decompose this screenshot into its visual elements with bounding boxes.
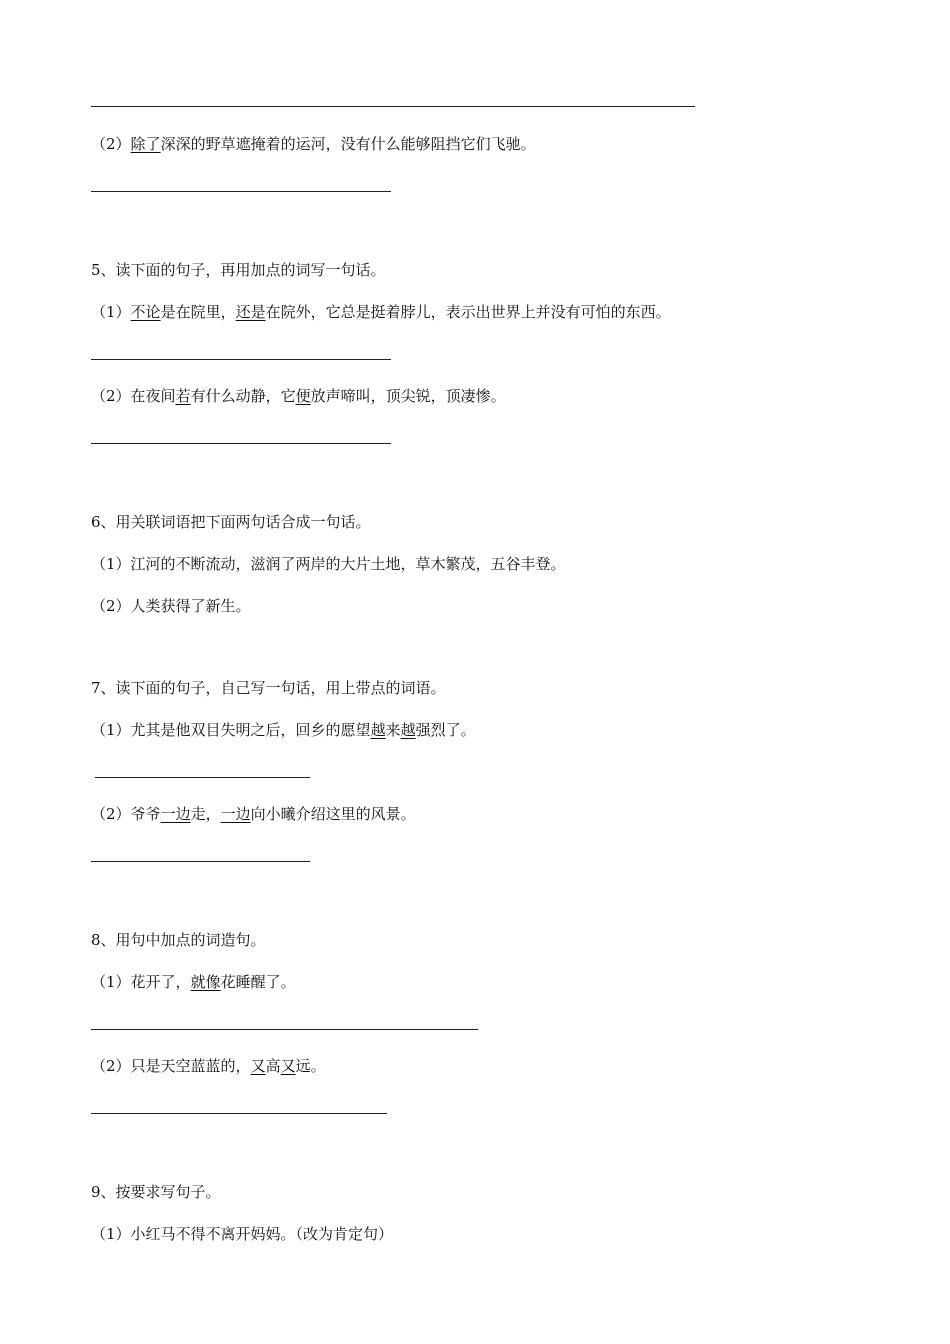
sentence-text: 是在院里， (160, 303, 236, 321)
sentence-text: 深深的野草遮掩着的运河，没有什么能够阻挡它们飞驰。 (160, 135, 536, 153)
item-number: （1） (91, 303, 131, 321)
sentence-text: 在夜间 (130, 387, 176, 405)
q4-item2 (91, 134, 536, 154)
q7-item2 (91, 804, 416, 824)
sentence-text: 放声啼叫，顶尖锐，顶凄惨。 (310, 387, 506, 405)
q6-title: 6、用关联词语把下面两句话合成一句话。 (91, 513, 371, 531)
q8-item1 (91, 972, 296, 992)
sentence-text: 花睡醒了。 (220, 973, 296, 991)
q8-item2 (91, 1056, 326, 1076)
keyword: 又 (250, 1057, 266, 1075)
sentence-text: 走， (190, 805, 221, 823)
answer-line[interactable] (91, 1113, 387, 1114)
sentence-text: 在院外，它总是挺着脖儿，表示出世界上并没有可怕的东西。 (265, 303, 671, 321)
sentence-text: 花开了， (130, 973, 191, 991)
q6-item1: （1）江河的不断流动，滋润了两岸的大片土地，草木繁茂，五谷丰登。 (91, 555, 566, 573)
keyword: 越 (400, 721, 416, 739)
q9-item1: （1）小红马不得不离开妈妈。（改为肯定句） (91, 1225, 394, 1243)
item-number: （2） (91, 805, 131, 823)
q5-item1 (91, 302, 671, 322)
item-number: （1） (91, 973, 131, 991)
q7-title: 7、读下面的句子，自己写一句话，用上带点的词语。 (91, 679, 446, 697)
keyword: 不论 (130, 303, 161, 321)
keyword: 还是 (235, 303, 266, 321)
keyword: 若 (175, 387, 191, 405)
item-number: （2） (91, 1057, 131, 1075)
keyword: 又 (280, 1057, 296, 1075)
answer-line[interactable] (91, 106, 695, 107)
keyword: 一边 (160, 805, 191, 823)
answer-line[interactable] (95, 777, 310, 778)
sentence-text: 尤其是他双目失明之后，回乡的愿望 (130, 721, 371, 739)
keyword: 就像 (190, 973, 221, 991)
answer-line[interactable] (91, 359, 391, 360)
sentence-text: 爷爷 (130, 805, 161, 823)
keyword: 便 (295, 387, 311, 405)
keyword: 越 (370, 721, 386, 739)
q9-title: 9、按要求写句子。 (91, 1183, 221, 1201)
q6-item2: （2）人类获得了新生。 (91, 597, 251, 615)
item-number: （1） (91, 721, 131, 739)
keyword: 一边 (220, 805, 251, 823)
item-number: （2） (91, 135, 131, 153)
sentence-text: 高 (265, 1057, 281, 1075)
sentence-text: 有什么动静，它 (190, 387, 296, 405)
keyword: 除了 (130, 135, 161, 153)
q7-item1 (91, 720, 476, 740)
answer-line[interactable] (91, 861, 310, 862)
q5-item2 (91, 386, 506, 406)
sentence-text: 强烈了。 (415, 721, 476, 739)
answer-line[interactable] (91, 1029, 478, 1030)
answer-line[interactable] (91, 443, 391, 444)
sentence-text: 向小曦介绍这里的风景。 (250, 805, 416, 823)
sentence-text: 只是天空蓝蓝的， (130, 1057, 251, 1075)
q5-title: 5、读下面的句子，再用加点的词写一句话。 (91, 261, 386, 279)
sentence-text: 远。 (295, 1057, 326, 1075)
q8-title: 8、用句中加点的词造句。 (91, 931, 266, 949)
answer-line[interactable] (91, 191, 391, 192)
item-number: （2） (91, 387, 131, 405)
sentence-text: 来 (385, 721, 401, 739)
